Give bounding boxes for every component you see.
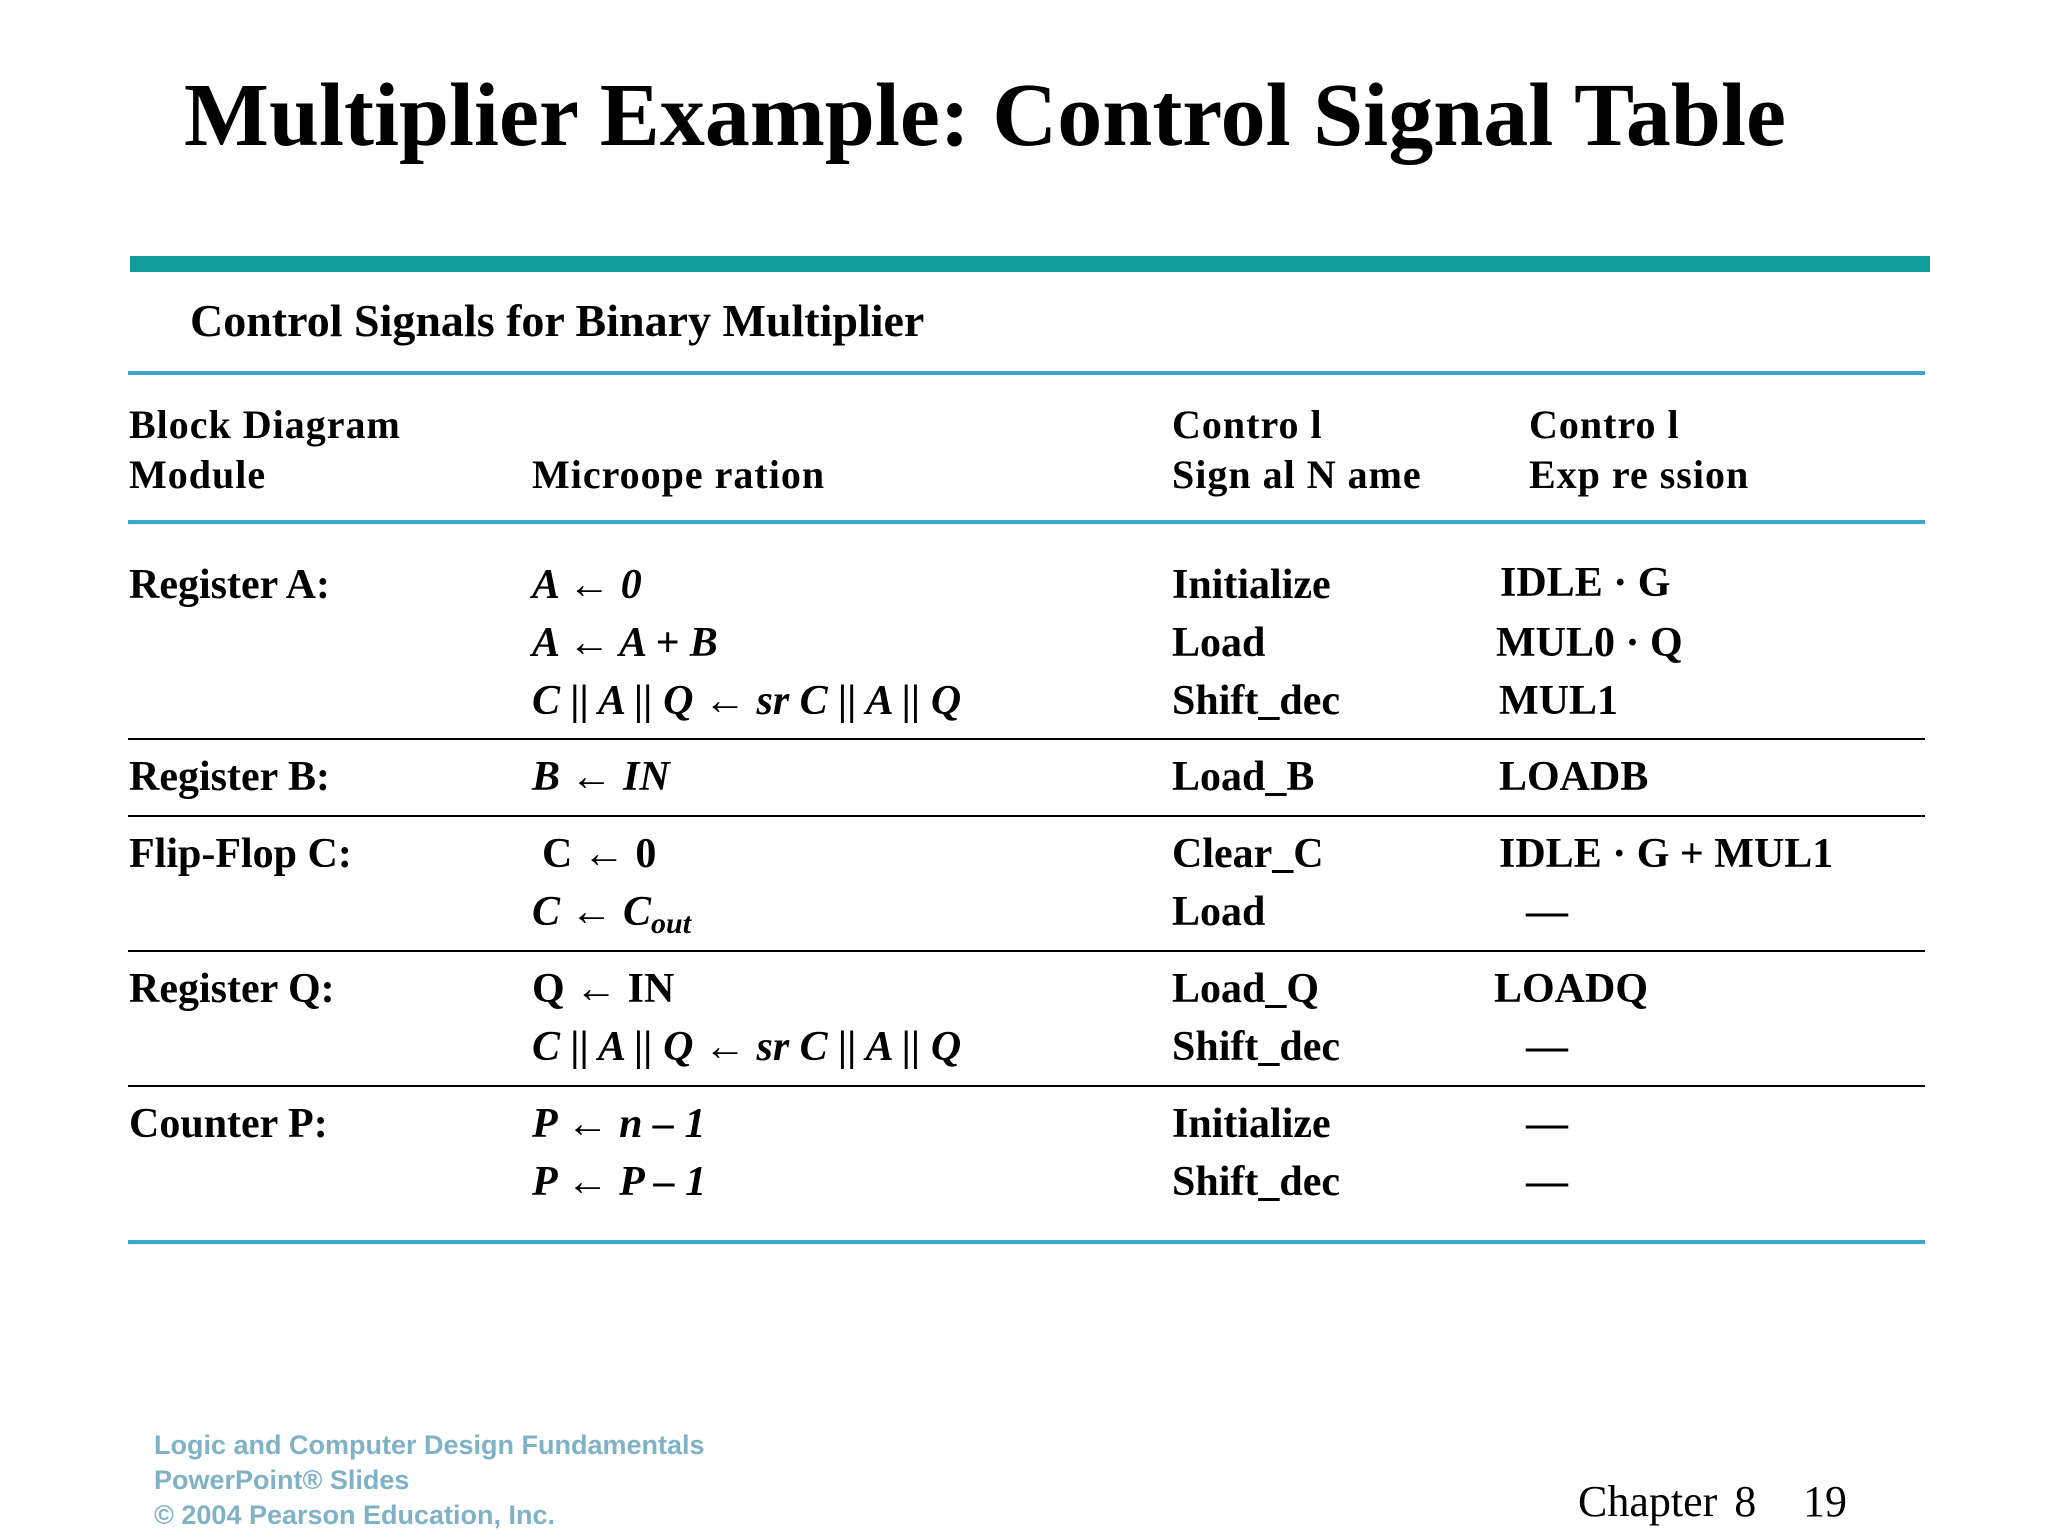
module-register-b: Register B: [129,754,330,800]
signal-load: Load [1172,889,1266,935]
expr-none: — [1526,1024,1568,1070]
row-divider [128,815,1925,817]
title-divider-bar [130,256,1930,272]
signal-shift-dec: Shift_dec [1172,1159,1340,1205]
expr-none: — [1526,1159,1568,1205]
slide-title: Multiplier Example: Control Signal Table [184,66,1786,165]
expr-loadq: LOADQ [1494,966,1649,1012]
microop-q-load: Q ← IN [532,966,675,1012]
module-register-a: Register A: [129,562,330,608]
microop-c-clear: C ← 0 [542,831,657,877]
expr-idle-g: IDLE · G [1500,560,1671,606]
microop-c-carry: C ← $C_{out}$ [532,889,692,940]
microop-p-decrement: P ← P – 1 [532,1159,707,1205]
expr-none: — [1526,1101,1568,1147]
expr-loadb: LOADB [1499,754,1649,800]
publisher-logo-text: Logic and Computer Design Fundamentals PowerPoint® Slides © 2004 Pearson Education, Inc. [154,1430,705,1530]
signal-initialize: Initialize [1172,1101,1331,1147]
microop-q-shift: C || A || Q ← sr C || A || Q [532,1024,962,1070]
page-number: 19 [1803,1477,1847,1526]
signal-shift-dec: Shift_dec [1172,678,1340,724]
header-bottom-rule [128,520,1925,524]
signal-load-q: Load_Q [1172,966,1320,1012]
signal-initialize: Initialize [1172,562,1331,608]
expr-idle-g-or-mul1: IDLE · G + MUL1 [1499,831,1834,877]
table-bottom-rule [128,1240,1925,1244]
header-expression: Contro l Exp re ssion [1529,402,1750,497]
signal-load-b: Load_B [1172,754,1315,800]
module-register-q: Register Q: [129,966,335,1012]
signal-shift-dec: Shift_dec [1172,1024,1340,1070]
microop-a-shift: C || A || Q ← sr C || A || Q [532,678,962,724]
header-microoperation: Microope ration [532,452,826,497]
microop-a-clear: A ← 0 [532,562,642,608]
expr-mul0-q: MUL0 · Q [1496,620,1683,666]
table-top-rule [128,371,1925,375]
microop-b-load: B ← IN [532,754,670,800]
microop-p-init: P ← n – 1 [532,1101,706,1147]
row-divider [128,738,1925,740]
header-module: Block Diagram Module [129,402,401,497]
expr-mul1: MUL1 [1499,678,1618,724]
row-divider [128,950,1925,952]
row-divider [128,1085,1925,1087]
signal-clear-c: Clear_C [1172,831,1324,877]
microop-a-add: A ← A + B [532,620,718,666]
signal-load: Load [1172,620,1266,666]
table-caption: Control Signals for Binary Multiplier [190,295,925,346]
module-counter-p: Counter P: [129,1101,328,1147]
chapter-label: Chapter 8 [1578,1477,1757,1526]
header-signal-name: Contro l Sign al N ame [1172,402,1422,497]
expr-none: — [1526,889,1568,935]
module-flip-flop-c: Flip-Flop C: [129,831,352,877]
